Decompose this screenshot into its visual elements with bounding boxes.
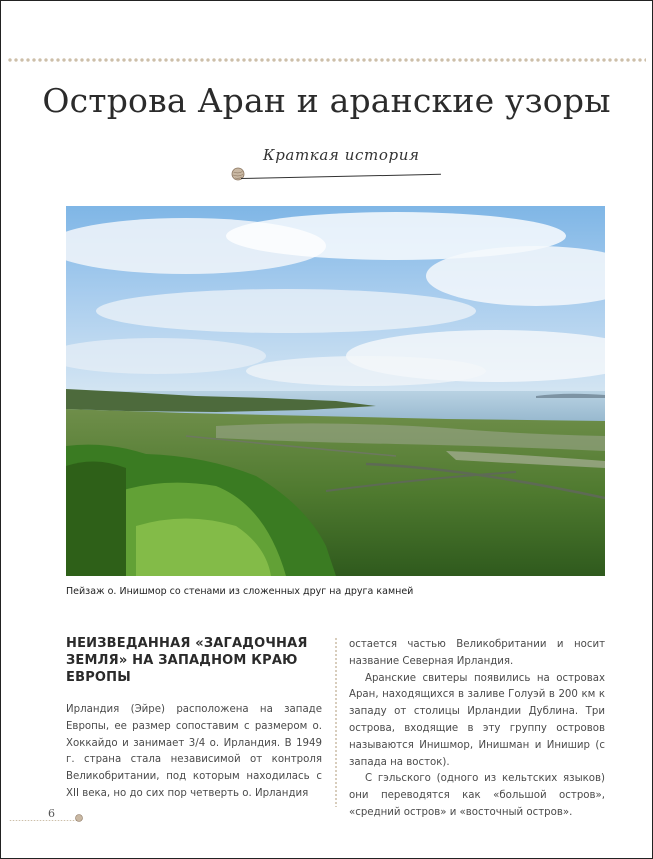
article-right-column [349,637,605,822]
column-divider [335,637,337,807]
article-heading: НЕИЗВЕДАННАЯ «ЗАГАДОЧНАЯ ЗЕМЛЯ» НА ЗАПАДНОМ КРАЮ ЕВРОПЫ [66,636,308,685]
page-number: 6 [48,807,55,820]
article-paragraph: С гэльского (одного из кельтских языков) они переводятся как «большой остров», «средний остров» и «восточный остров». [349,773,605,818]
subtitle: Краткая история [263,146,420,164]
yarn-ball-icon [75,814,83,822]
photo-caption: Пейзаж о. Инишмор со стенами из сложенных друг на друга камней [66,586,414,597]
footer-dotted-line [9,820,77,821]
article-paragraph: Аранские свитеры появились на островах Аран, находящихся в заливе Голуэй в 200 км к западу от столицы Ирландии Дублина. Три острова, входящие в эту группу островов называются Инишмор, Инишман и Инишир (с запада на восток). [349,672,605,768]
top-dotted-divider [7,57,646,63]
article-paragraph: остается частью Великобритании и носит название Северная Ирландия. [349,639,605,667]
landscape-photo-icon [66,206,605,576]
page-title: Острова Аран и аранские узоры [42,81,611,120]
landscape-photo [66,206,605,576]
article-left-column [66,635,322,803]
subtitle-underline [241,174,441,179]
article-paragraph: Ирландия (Эйре) расположена на западе Европы, ее размер сопоставим с размером о. Хоккайдо и занимает 3/4 о. Ирландия. В 1949 г. страна стала независимой от контроля Великобритании, под которым находилась с XII века, но до сих пор четверть о. Ирландия [66,704,322,799]
